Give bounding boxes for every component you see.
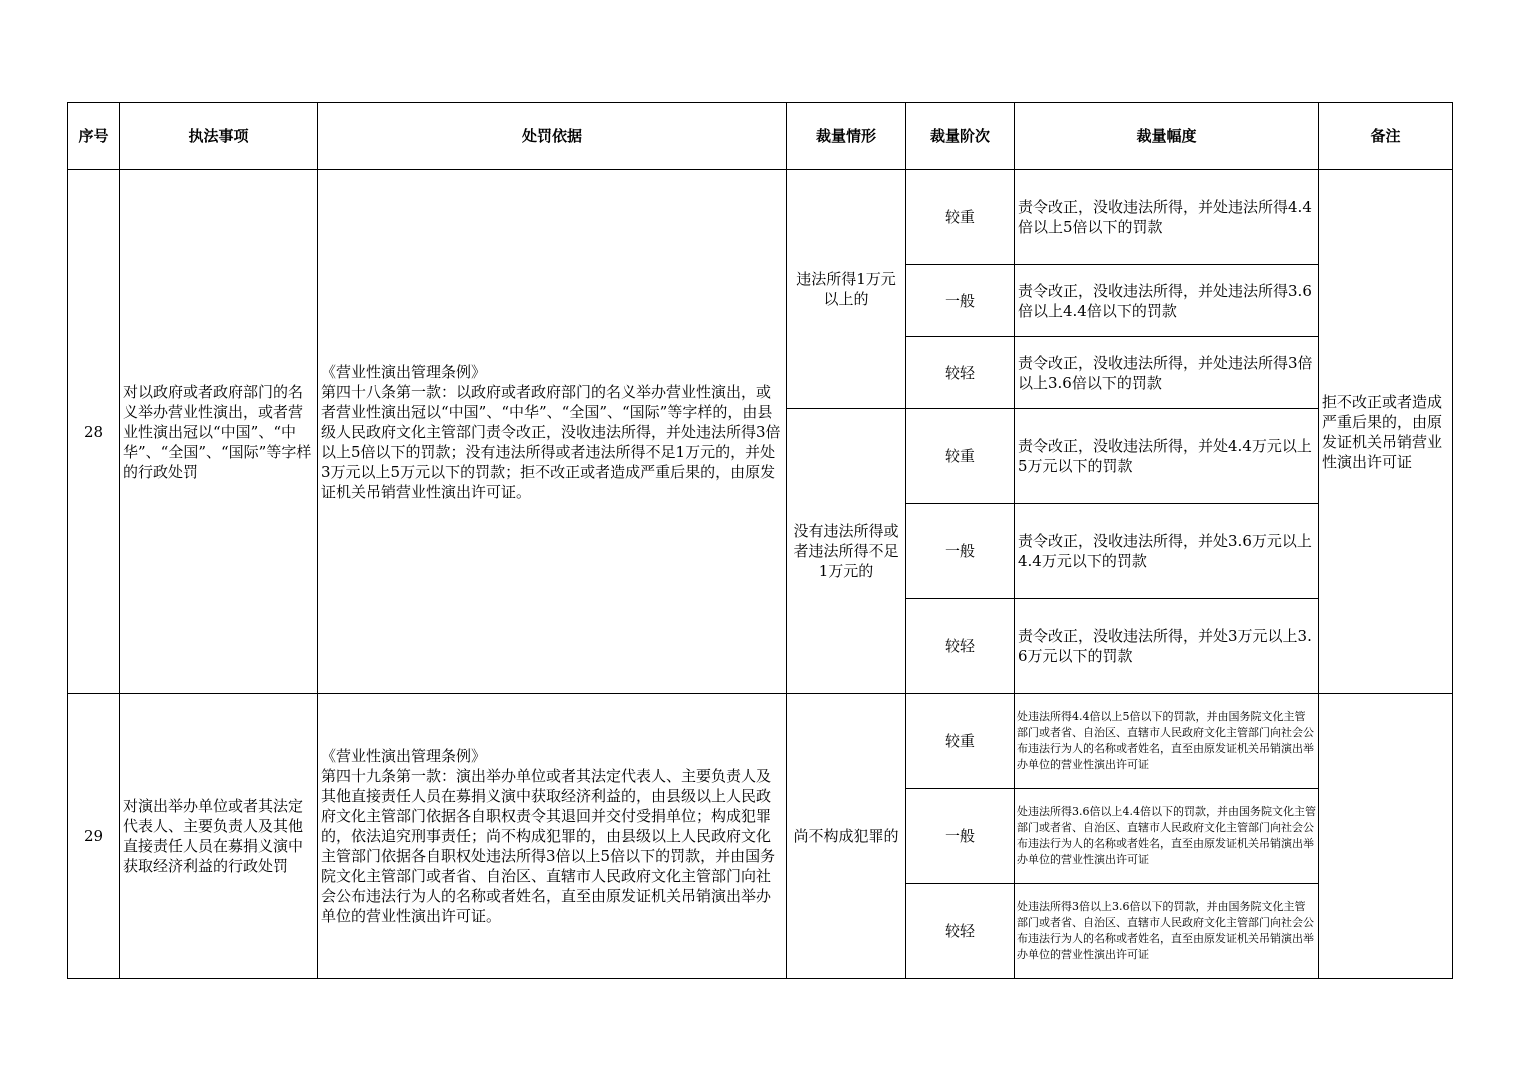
row-no: 28 (68, 170, 120, 694)
row-range: 责令改正，没收违法所得，并处违法所得4.4倍以上5倍以下的罚款 (1015, 170, 1319, 265)
row-no: 29 (68, 694, 120, 979)
row-level: 较重 (906, 170, 1015, 265)
row-item: 对以政府或者政府部门的名义举办营业性演出，或者营业性演出冠以“中国”、“中华”、“全国”、“国际”等字样的行政处罚 (120, 170, 318, 694)
row-level: 较轻 (906, 884, 1015, 979)
header-situation: 裁量情形 (787, 103, 906, 170)
header-level: 裁量阶次 (906, 103, 1015, 170)
row-level: 一般 (906, 504, 1015, 599)
row-range: 处违法所得3.6倍以上4.4倍以下的罚款，并由国务院文化主管部门或者省、自治区、直辖市人民政府文化主管部门向社会公布违法行为人的名称或者姓名，直至由原发证机关吊销演出举办单位的营业性演出许可证 (1015, 789, 1319, 884)
row-basis: 《营业性演出管理条例》 第四十九条第一款：演出举办单位或者其法定代表人、主要负责人及其他直接责任人员在募捐义演中获取经济利益的，由县级以上人民政府文化主管部门依据各自职权责令其退回并交付受捐单位；构成犯罪的，依法追究刑事责任；尚不构成犯罪的，由县级以上人民政府文化主管部门依据各自职权处违法所得3倍以上5倍以下的罚款，并由国务院文化主管部门或者省、自治区、直辖市人民政府文化主管部门向社会公布违法行为人的名称或者姓名，直至由原发证机关吊销演出举办单位的营业性演出许可证。 (318, 694, 787, 979)
row-level: 一般 (906, 789, 1015, 884)
header-basis: 处罚依据 (318, 103, 787, 170)
row-range: 处违法所得3倍以上3.6倍以下的罚款，并由国务院文化主管部门或者省、自治区、直辖市人民政府文化主管部门向社会公布违法行为人的名称或者姓名，直至由原发证机关吊销演出举办单位的营业性演出许可证 (1015, 884, 1319, 979)
row-range: 责令改正，没收违法所得，并处3万元以上3.6万元以下的罚款 (1015, 599, 1319, 694)
table-row (68, 170, 1453, 265)
row-range: 责令改正，没收违法所得，并处4.4万元以上5万元以下的罚款 (1015, 409, 1319, 504)
row-level: 较轻 (906, 337, 1015, 409)
row-level: 较重 (906, 409, 1015, 504)
row-range: 责令改正，没收违法所得，并处违法所得3倍以上3.6倍以下的罚款 (1015, 337, 1319, 409)
row-item: 对演出举办单位或者其法定代表人、主要负责人及其他直接责任人员在募捐义演中获取经济利益的行政处罚 (120, 694, 318, 979)
row-note: 拒不改正或者造成严重后果的，由原发证机关吊销营业性演出许可证 (1319, 170, 1453, 694)
row-level: 较重 (906, 694, 1015, 789)
row-level: 一般 (906, 265, 1015, 337)
row-range: 责令改正，没收违法所得，并处违法所得3.6倍以上4.4倍以下的罚款 (1015, 265, 1319, 337)
header-row (68, 103, 1453, 170)
header-no: 序号 (68, 103, 120, 170)
discretion-table (67, 102, 1453, 979)
header-note: 备注 (1319, 103, 1453, 170)
row-range: 处违法所得4.4倍以上5倍以下的罚款，并由国务院文化主管部门或者省、自治区、直辖市人民政府文化主管部门向社会公布违法行为人的名称或者姓名，直至由原发证机关吊销演出举办单位的营业性演出许可证 (1015, 694, 1319, 789)
row-note (1319, 694, 1453, 979)
row-level: 较轻 (906, 599, 1015, 694)
header-item: 执法事项 (120, 103, 318, 170)
table-row (68, 694, 1453, 789)
row-basis: 《营业性演出管理条例》 第四十八条第一款：以政府或者政府部门的名义举办营业性演出，或者营业性演出冠以“中国”、“中华”、“全国”、“国际”等字样的，由县级人民政府文化主管部门责令改正，没收违法所得，并处违法所得3倍以上5倍以下的罚款；没有违法所得或者违法所得不足1万元的，并处3万元以上5万元以下的罚款；拒不改正或者造成严重后果的，由原发证机关吊销营业性演出许可证。 (318, 170, 787, 694)
header-range: 裁量幅度 (1015, 103, 1319, 170)
row-situation: 没有违法所得或者违法所得不足1万元的 (787, 409, 906, 694)
row-situation: 违法所得1万元以上的 (787, 170, 906, 409)
row-situation: 尚不构成犯罪的 (787, 694, 906, 979)
row-range: 责令改正，没收违法所得，并处3.6万元以上4.4万元以下的罚款 (1015, 504, 1319, 599)
